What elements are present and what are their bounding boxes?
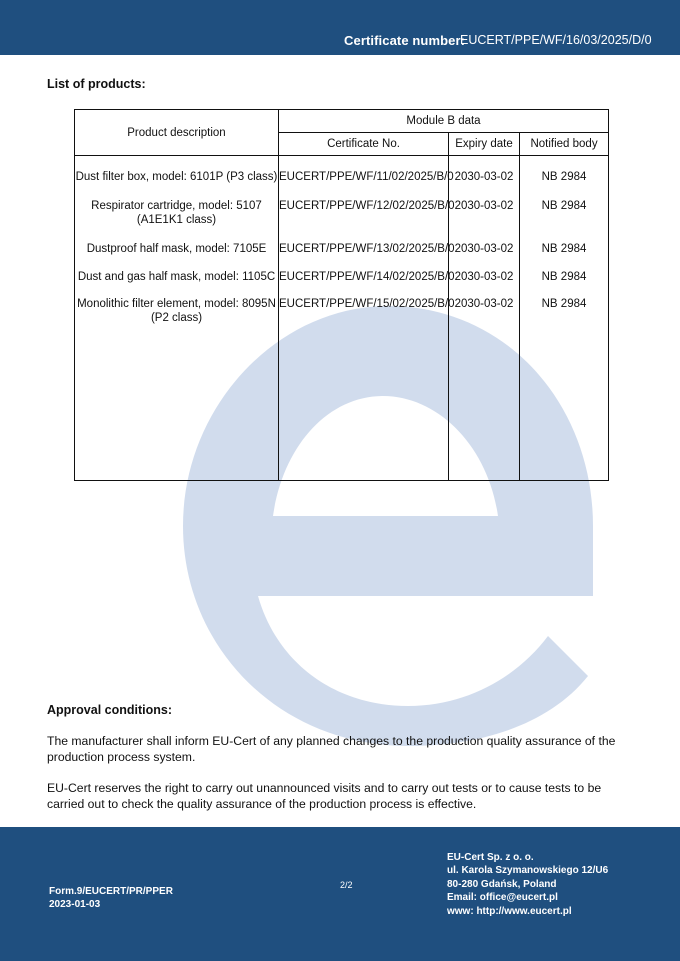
company-city: 80-280 Gdańsk, Poland: [447, 878, 557, 890]
notified-body-cell: NB 2984: [520, 156, 609, 200]
header-certificate-no: Certificate No.: [279, 133, 449, 156]
notified-body-cell: NB 2984: [520, 297, 609, 340]
notified-body-cell: NB 2984: [520, 242, 609, 270]
product-description-cell: [75, 297, 279, 340]
table-row: [75, 297, 609, 340]
product-description: Monolithic filter element, model: 8095N: [77, 298, 276, 311]
notified-body-cell: NB 2984: [520, 199, 609, 242]
product-description-cell: [75, 156, 279, 200]
expiry-cell: 2030-03-02: [449, 156, 520, 200]
product-description-line2: (P2 class): [150, 312, 203, 325]
products-table: [74, 109, 609, 481]
product-description: Dust filter box, model: 6101P (P3 class): [75, 171, 278, 183]
company-address: [447, 851, 608, 918]
product-description: Respirator cartridge, model: 5107: [91, 200, 262, 213]
product-description-line2: (A1E1K1 class): [136, 214, 217, 227]
approval-paragraph-1: The manufacturer shall inform EU-Cert of any planned changes to the production quality assurance of the production process system.: [47, 734, 616, 764]
product-description: Dustproof half mask, model: 7105E: [86, 243, 267, 256]
company-email: Email: office@eucert.pl: [447, 892, 558, 904]
list-of-products-title: List of products:: [47, 77, 146, 91]
certificate-number-label: Certificate number:: [344, 33, 466, 48]
table-row: [75, 270, 609, 298]
expiry-cell: 2030-03-02: [449, 297, 520, 340]
expiry-cell: 2030-03-02: [449, 242, 520, 270]
certificate-cell: EUCERT/PPE/WF/15/02/2025/B/0: [279, 297, 449, 340]
certificate-number-value: EUCERT/PPE/WF/16/03/2025/D/0: [460, 33, 652, 47]
product-description-cell: [75, 270, 279, 298]
approval-paragraph-2: EU-Cert reserves the right to carry out unannounced visits and to carry out tests or to cause tests to be carried out to check the quality assurance of the production process is effective.: [47, 781, 602, 811]
header-module-b-data: Module B data: [279, 110, 609, 133]
certificate-cell: EUCERT/PPE/WF/11/02/2025/B/0: [279, 156, 449, 200]
header-expiry-date: Expiry date: [449, 133, 520, 156]
product-description-cell: [75, 242, 279, 270]
footer-band: [0, 827, 680, 961]
company-name: EU-Cert Sp. z o. o.: [447, 852, 534, 863]
form-id: Form.9/EUCERT/PR/PPER: [49, 886, 173, 897]
table-filler-row: [75, 341, 609, 481]
empty-cell: [75, 341, 279, 481]
expiry-cell: 2030-03-02: [449, 270, 520, 298]
empty-cell: [279, 341, 449, 481]
product-description: Dust and gas half mask, model: 1105C: [77, 270, 276, 283]
header-band: [0, 0, 680, 55]
empty-cell: [520, 341, 609, 481]
expiry-cell: 2030-03-02: [449, 199, 520, 242]
form-info: [49, 885, 173, 911]
certificate-cell: EUCERT/PPE/WF/12/02/2025/B/0: [279, 199, 449, 242]
certificate-cell: EUCERT/PPE/WF/14/02/2025/B/0: [279, 270, 449, 298]
approval-conditions-title: Approval conditions:: [47, 703, 172, 717]
table-row: [75, 199, 609, 242]
header-notified-body: Notified body: [520, 133, 609, 156]
product-description-cell: [75, 199, 279, 242]
empty-cell: [449, 341, 520, 481]
table-row: [75, 242, 609, 270]
form-date: 2023-01-03: [49, 899, 101, 910]
table-row: [75, 156, 609, 200]
header-product-description: Product description: [75, 110, 279, 156]
certificate-cell: EUCERT/PPE/WF/13/02/2025/B/0: [279, 242, 449, 270]
page-number: 2/2: [340, 880, 353, 890]
company-street: ul. Karola Szymanowskiego 12/U6: [447, 865, 609, 877]
company-website: www: http://www.eucert.pl: [447, 905, 572, 917]
notified-body-cell: NB 2984: [520, 270, 609, 298]
